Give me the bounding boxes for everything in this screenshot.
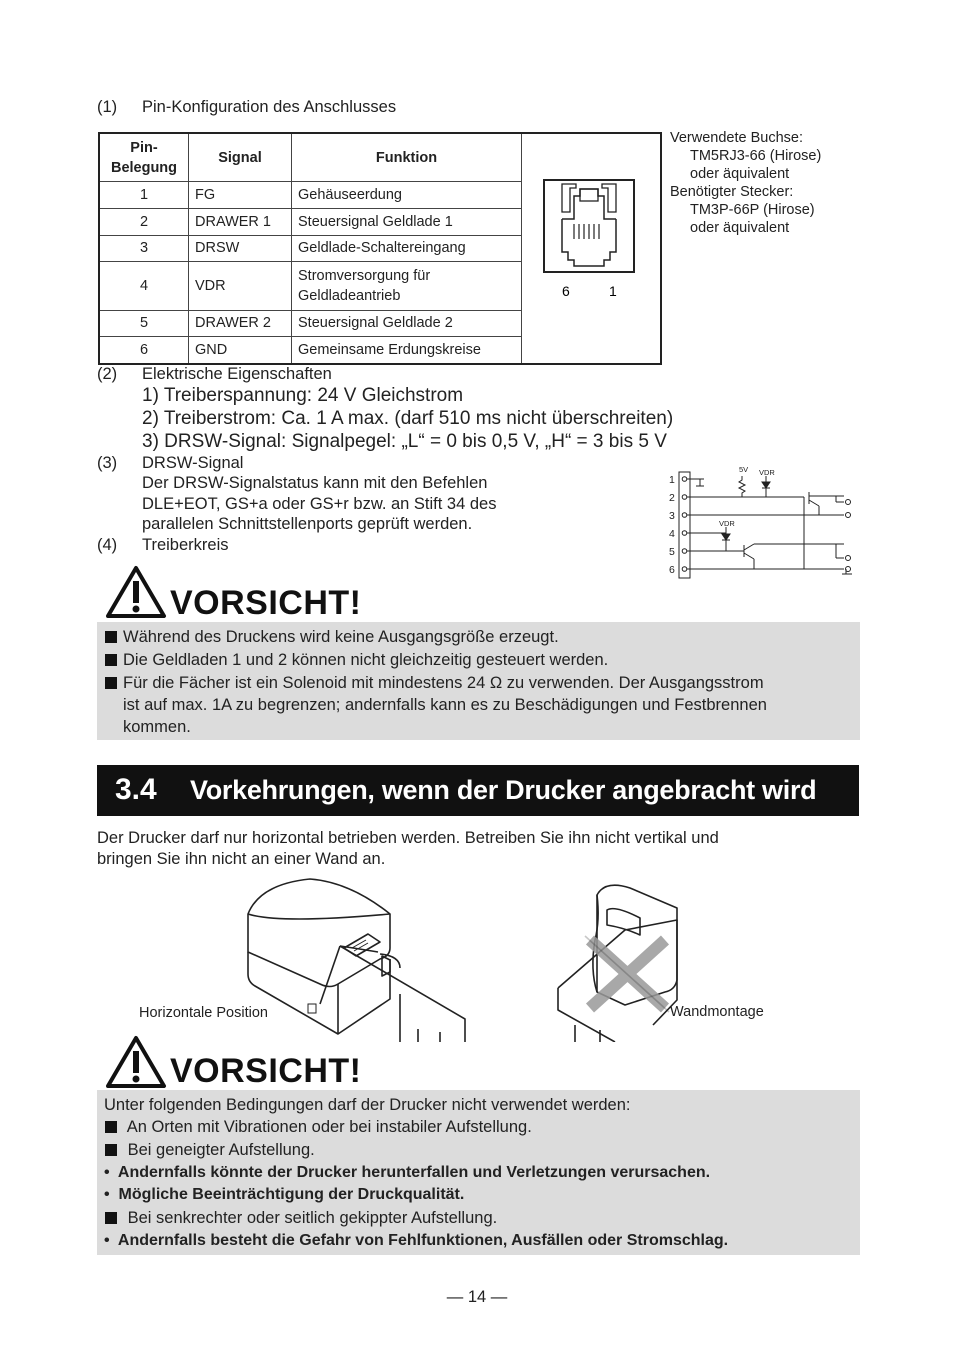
label-wall: Wandmontage [670,1004,764,1020]
signal-cell: FG [189,182,292,209]
square-bullet-icon [105,1121,117,1133]
section-3-number: (3) [97,454,118,472]
note-line: TM5RJ3-66 (Hirose) [690,148,822,164]
note-line: oder äquivalent [690,220,790,236]
pin-config-table [98,132,662,365]
caution-line: kommen. [123,718,191,736]
connector-notes [670,129,821,237]
caution-text: Die Geldladen 1 und 2 können nicht gleichzeitig gesteuert werden. [123,651,609,669]
caution-title: VORSICHT! [170,1052,362,1090]
square-bullet-icon [105,654,117,666]
signal-cell: DRAWER 2 [189,310,292,337]
col-function-header: Funktion [292,133,522,182]
intro-line: Der Drucker darf nur horizontal betrieben werden. Betreiben Sie ihn nicht vertikal und [97,829,719,847]
caution-text: Andernfalls besteht die Gefahr von Fehlfunktionen, Ausfällen oder Stromschlag. [117,1232,729,1249]
circuit-vdr-mid-label: VDR [719,519,735,528]
function-cell: Geldlade-Schaltereingang [292,235,522,262]
caution-line [105,649,868,671]
caution-text: An Orten mit Vibrationen oder bei instabiler Aufstellung. [126,1118,532,1136]
electrical-item: 1) Treiberspannung: 24 V Gleichstrom [142,385,464,406]
caution-intro: Unter folgenden Bedingungen darf der Drucker nicht verwendet werden: [104,1096,631,1114]
pin-cell: 4 [99,262,189,310]
col-pin-header: Pin- Belegung [99,133,189,182]
pin-cell: 6 [99,337,189,364]
pin-cell: 1 [99,182,189,209]
section-intro [97,828,719,870]
caution-line [105,672,868,694]
section-1-heading: Pin-Konfiguration des Anschlusses [142,98,397,116]
caution-item [105,1116,868,1138]
warning-icon [105,565,167,619]
pin-cell: 5 [99,310,189,337]
circuit-pin-label: 3 [669,510,675,522]
drsw-line: parallelen Schnittstellenports geprüft werden. [142,515,473,533]
note-line: oder äquivalent [690,166,790,182]
section-3-heading: DRSW-Signal [142,454,244,472]
section-number: 3.4 [115,773,157,806]
caution-text: Für die Fächer ist ein Solenoid mit mindestens 24 Ω zu verwenden. Der Ausgangsstrom [123,674,764,692]
circuit-pin-label: 1 [669,474,675,486]
section-title: Vorkehrungen, wenn der Drucker angebracht wird [190,775,817,805]
col-signal-header: Signal [189,133,292,182]
square-bullet-icon [105,1212,117,1224]
caution-item: • Andernfalls könnte der Drucker herunterfallen und Verletzungen verursachen. [104,1164,711,1181]
label-horizontal: Horizontale Position [139,1005,268,1021]
rj-connector-icon [522,134,660,359]
function-cell: Stromversorgung für Geldladeantrieb [292,262,522,310]
circuit-pin-label: 4 [669,528,675,540]
circuit-pin-label: 5 [669,546,675,558]
section-1-number: (1) [97,98,118,116]
note-line: Benötigter Stecker: [670,184,794,200]
caution-text: Andernfalls könnte der Drucker herunterfallen und Verletzungen verursachen. [117,1164,711,1181]
signal-cell: GND [189,337,292,364]
drsw-text [142,473,496,535]
caution-text: Bei geneigter Aufstellung. [127,1141,315,1159]
caution-text: Bei senkrechter oder seitlich gekippter Aufstellung. [127,1209,498,1227]
caution-text: Während des Druckens wird keine Ausgangsgröße erzeugt. [123,628,559,646]
pin-cell: 2 [99,208,189,235]
section-header [97,765,859,816]
caution-box [97,1090,860,1255]
page-number: — 14 — [446,1288,508,1306]
caution-line: ist auf max. 1A zu begrenzen; andernfalls kann es zu Beschädigungen und Festbrennen [123,696,767,714]
note-line: TM3P-66P (Hirose) [690,202,815,218]
function-cell: Gemeinsame Erdungskreise [292,337,522,364]
square-bullet-icon [105,1144,117,1156]
printer-wall-illustration [555,880,680,1042]
section-4-heading: Treiberkreis [142,536,229,554]
caution-item: • Mögliche Beeinträchtigung der Druckqualität. [104,1186,465,1203]
caution-box [97,622,860,740]
pin-cell: 3 [99,235,189,262]
caution-item: • Andernfalls besteht die Gefahr von Fehlfunktionen, Ausfällen oder Stromschlag. [104,1232,729,1249]
electrical-item: 2) Treiberstrom: Ca. 1 A max. (darf 510 ms nicht überschreiten) [142,408,674,429]
connector-pin1-label: 1 [609,283,617,299]
square-bullet-icon [105,631,117,643]
caution-item [105,1207,868,1229]
caution-item [105,1139,868,1161]
circuit-5v-label: 5V [739,465,749,474]
signal-cell: DRSW [189,235,292,262]
printer-horizontal-illustration [240,874,470,1042]
square-bullet-icon [105,677,117,689]
warning-icon [105,1035,167,1089]
signal-cell: DRAWER 1 [189,208,292,235]
circuit-vdr-top-label: VDR [759,468,775,477]
section-4-number: (4) [97,536,118,554]
drsw-line: DLE+EOT, GS+a oder GS+r bzw. an Stift 34 des [142,494,497,513]
caution-text: Mögliche Beeinträchtigung der Druckqualität. [118,1186,465,1203]
circuit-pin-label: 6 [669,564,675,576]
caution-title: VORSICHT! [170,584,362,622]
connector-pin6-label: 6 [562,283,570,299]
signal-cell: VDR [189,262,292,310]
section-2-heading: Elektrische Eigenschaften [142,365,332,383]
function-cell: Steuersignal Geldlade 1 [292,208,522,235]
connector-cell [522,133,662,364]
electrical-item: 3) DRSW-Signal: Signalpegel: „L“ = 0 bis 0,5 V, „H“ = 3 bis 5 V [142,431,667,452]
note-line: Verwendete Buchse: [670,130,804,146]
function-cell: Gehäuseerdung [292,182,522,209]
drsw-line: Der DRSW-Signalstatus kann mit den Befehlen [142,474,488,492]
intro-line: bringen Sie ihn nicht an einer Wand an. [97,850,386,868]
driver-circuit-diagram [664,462,860,582]
circuit-pin-label: 2 [669,492,675,504]
function-cell: Steuersignal Geldlade 2 [292,310,522,337]
section-2-number: (2) [97,365,118,383]
caution-line [105,626,868,648]
